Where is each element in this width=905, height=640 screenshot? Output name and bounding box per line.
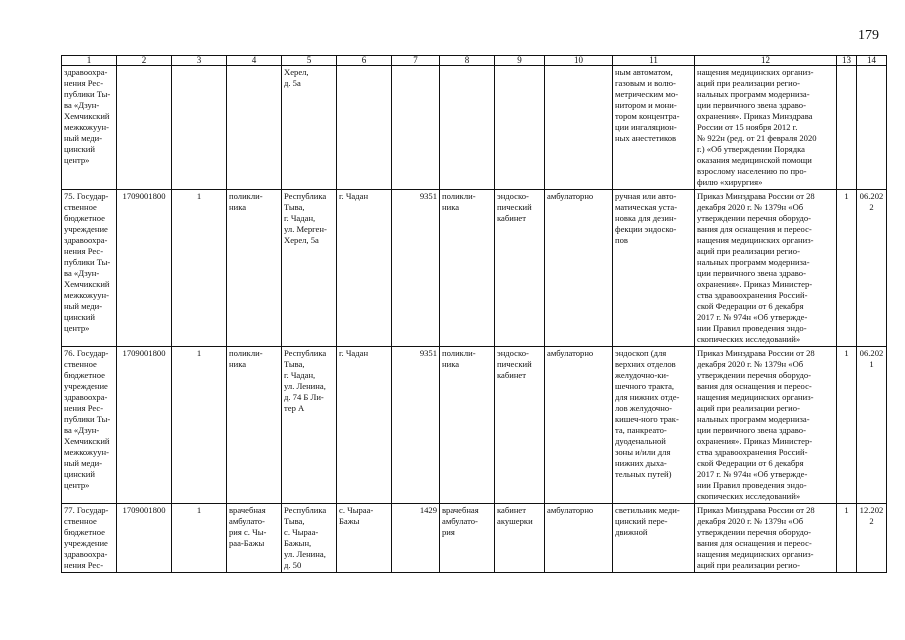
locality-cell <box>337 66 392 190</box>
facility-cell: поликли- ника <box>227 190 282 347</box>
column-number: 9 <box>495 56 545 66</box>
organization-cell: 76. Государ- ственное бюджетное учреждение здравоохра- нения Рес- публики Ты- ва «Дзун- Хемчикский межкожуун- ный меди- цинский центр» <box>62 347 117 504</box>
population-cell: 9351 <box>392 347 440 504</box>
column-number: 4 <box>227 56 282 66</box>
population-cell: 1429 <box>392 504 440 573</box>
address-cell: Херел, д. 5а <box>282 66 337 190</box>
count-cell: 1 <box>172 190 227 347</box>
quantity-cell <box>837 66 857 190</box>
equipment-cell: светильник меди- цинский пере- движной <box>613 504 695 573</box>
inn-cell: 1709001800 <box>117 190 172 347</box>
date-cell: 06.2022 <box>857 190 887 347</box>
inn-cell: 1709001800 <box>117 504 172 573</box>
date-cell: 06.2021 <box>857 347 887 504</box>
address-cell: Республика Тыва, г. Чадан, ул. Ленина, д. 74 Б Ли- тер А <box>282 347 337 504</box>
regulation-cell: нащения медицинских организ- аций при реализации регио- нальных программ модерниза- ции первичного звена здраво- охранения». Приказ Минздрава России от 15 ноября 2012 г. № 922н (ред. от 21 февраля 2020 г.) «Об утверждении Порядка оказания медицинской помощи взрослому населению по про- филю «хирургия» <box>695 66 837 190</box>
population-cell <box>392 66 440 190</box>
inn-cell <box>117 66 172 190</box>
regulation-cell: Приказ Минздрава России от 28 декабря 2020 г. № 1379н «Об утверждении перечня оборудо- вания для оснащения и переос- нащения медицинских организ- аций при реализации регио- нальных программ модерниза- ции первичного звена здраво- охранения». Приказ Министер- ства здравоохранения Россий- ской Федерации от 6 декабря 2017 г. № 974н «Об утвержде- нии Правил проведения эндо- скопических исследований» <box>695 347 837 504</box>
care-mode-cell: амбулаторно <box>545 347 613 504</box>
unit-type-cell <box>440 66 495 190</box>
equipment-cell: ручная или авто- матическая уста- новка для дезин- фекции эндоско- пов <box>613 190 695 347</box>
care-mode-cell <box>545 66 613 190</box>
count-cell: 1 <box>172 504 227 573</box>
column-number: 10 <box>545 56 613 66</box>
facility-cell: поликли- ника <box>227 347 282 504</box>
table-row <box>62 190 887 347</box>
unit-type-cell: врачебная амбулато- рия <box>440 504 495 573</box>
facility-cell: врачебная амбулато- рия с. Чы- раа-Бажы <box>227 504 282 573</box>
column-number: 5 <box>282 56 337 66</box>
regulation-cell: Приказ Минздрава России от 28 декабря 2020 г. № 1379н «Об утверждении перечня оборудо- вания для оснащения и переос- нащения медицинских организ- аций при реализации регио- нальных программ модерниза- ции первичного звена здраво- охранения». Приказ Министер- ства здравоохранения Россий- ской Федерации от 6 декабря 2017 г. № 974н «Об утвержде- нии Правил проведения эндо- скопических исследований» <box>695 190 837 347</box>
column-number-row <box>62 56 887 66</box>
column-number: 2 <box>117 56 172 66</box>
room-cell: эндоско- пический кабинет <box>495 190 545 347</box>
column-number: 13 <box>837 56 857 66</box>
equipment-table <box>61 55 887 573</box>
column-number: 7 <box>392 56 440 66</box>
room-cell <box>495 66 545 190</box>
inn-cell: 1709001800 <box>117 347 172 504</box>
count-cell: 1 <box>172 347 227 504</box>
care-mode-cell: амбулаторно <box>545 190 613 347</box>
quantity-cell: 1 <box>837 347 857 504</box>
quantity-cell: 1 <box>837 190 857 347</box>
column-number: 1 <box>62 56 117 66</box>
address-cell: Республика Тыва, г. Чадан, ул. Мерген- Херел, 5а <box>282 190 337 347</box>
column-number: 14 <box>857 56 887 66</box>
regulation-cell: Приказ Минздрава России от 28 декабря 2020 г. № 1379н «Об утверждении перечня оборудо- вания для оснащения и переос- нащения медицинских организ- аций при реализации регио- <box>695 504 837 573</box>
organization-cell: 77. Государ- ственное бюджетное учреждение здравоохра- нения Рес- <box>62 504 117 573</box>
table-row <box>62 504 887 573</box>
column-number: 6 <box>337 56 392 66</box>
equipment-cell: ным автоматом, газовым и волю- метрическим мо- нитором и мони- тором концентра- ции ингаляцион- ных анестетиков <box>613 66 695 190</box>
facility-cell <box>227 66 282 190</box>
date-cell <box>857 66 887 190</box>
organization-cell: 75. Государ- ственное бюджетное учреждение здравоохра- нения Рес- публики Ты- ва «Дзун- Хемчикский межкожуун- ный меди- цинский центр» <box>62 190 117 347</box>
column-number: 3 <box>172 56 227 66</box>
address-cell: Республика Тыва, с. Чыраа- Бажын, ул. Ленина, д. 50 <box>282 504 337 573</box>
unit-type-cell: поликли- ника <box>440 190 495 347</box>
room-cell: эндоско- пический кабинет <box>495 347 545 504</box>
locality-cell: с. Чыраа- Бажы <box>337 504 392 573</box>
equipment-cell: эндоскоп (для верхних отделов желудочно-ки- шечного тракта, для нижних отде- лов желудочно- кишеч-ного трак- та, панкреато- дуоденальной зоны и/или для нижних дыха- тельных путей) <box>613 347 695 504</box>
population-cell: 9351 <box>392 190 440 347</box>
locality-cell: г. Чадан <box>337 347 392 504</box>
locality-cell: г. Чадан <box>337 190 392 347</box>
page-number: 179 <box>858 28 879 43</box>
organization-cell: здравоохра- нения Рес- публики Ты- ва «Дзун- Хемчикский межкожуун- ный меди- цинский центр» <box>62 66 117 190</box>
column-number: 11 <box>613 56 695 66</box>
count-cell <box>172 66 227 190</box>
unit-type-cell: поликли- ника <box>440 347 495 504</box>
room-cell: кабинет акушерки <box>495 504 545 573</box>
date-cell: 12.2022 <box>857 504 887 573</box>
column-number: 12 <box>695 56 837 66</box>
column-number: 8 <box>440 56 495 66</box>
table-row <box>62 66 887 190</box>
quantity-cell: 1 <box>837 504 857 573</box>
table-row <box>62 347 887 504</box>
care-mode-cell: амбулаторно <box>545 504 613 573</box>
